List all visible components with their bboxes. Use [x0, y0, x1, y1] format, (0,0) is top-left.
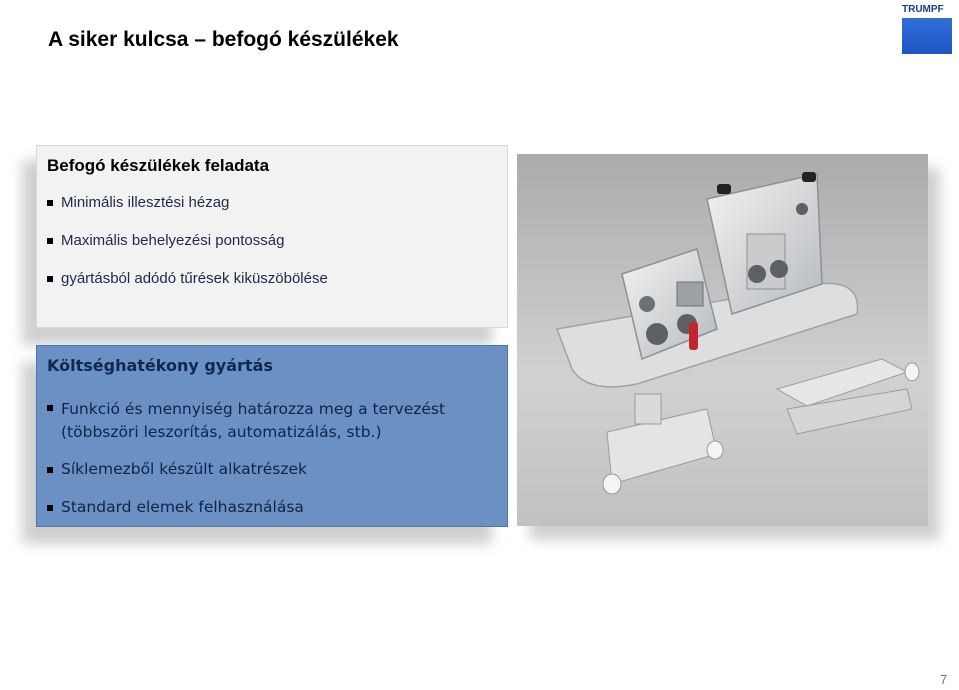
list-item: Funkció és mennyiség határozza meg a tervezést (többszöri leszorítás, automatizálás, stb.) — [47, 398, 499, 460]
cost-box-heading: Költséghatékony gyártás — [47, 356, 273, 375]
bullet-icon — [47, 505, 53, 511]
list-item: Síklemezből készült alkatrészek — [47, 460, 499, 498]
list-item: gyártásból adódó tűrések kiküszöbölése — [47, 270, 499, 308]
fixture-illustration — [517, 154, 928, 526]
bullet-icon — [47, 405, 53, 411]
bullet-icon — [47, 238, 53, 244]
fixture-photo — [517, 154, 928, 526]
page-number: 7 — [940, 672, 948, 687]
logo-text: TRUMPF — [902, 4, 944, 15]
slide-title: A siker kulcsa – befogó készülékek — [48, 28, 399, 51]
task-list — [47, 194, 499, 308]
task-box-heading: Befogó készülékek feladata — [47, 156, 270, 175]
list-item: Minimális illesztési hézag — [47, 194, 499, 232]
list-item: Standard elemek felhasználása — [47, 498, 499, 528]
cost-list — [47, 398, 499, 528]
task-box — [36, 145, 508, 328]
trumpf-logo — [902, 4, 952, 54]
bullet-icon — [47, 467, 53, 473]
bullet-icon — [47, 276, 53, 282]
list-item: Maximális behelyezési pontosság — [47, 232, 499, 270]
bullet-icon — [47, 200, 53, 206]
logo-block — [902, 18, 952, 54]
cost-box — [36, 345, 508, 527]
